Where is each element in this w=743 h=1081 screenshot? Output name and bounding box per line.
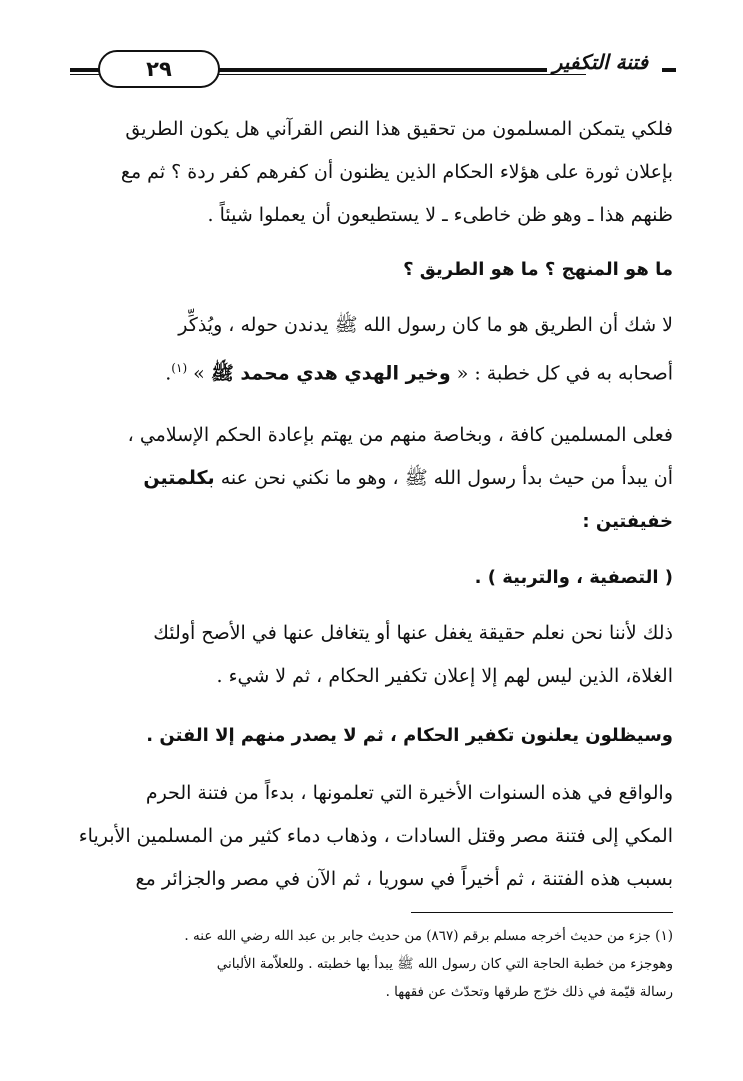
section-heading: ما هو المنهج ؟ ما هو الطريق ؟	[403, 259, 673, 280]
text-span: أن يبدأ من حيث بدأ رسول الله ﷺ ، وهو ما نكني نحن عنه	[220, 467, 673, 489]
text-line: والواقع في هذه السنوات الأخيرة التي تعلمونها ، بدءاً من فتنة الحرم	[145, 782, 673, 804]
text-line	[75, 457, 673, 500]
quote-close: »	[193, 362, 205, 385]
footnote-line: وهوجزء من خطبة الحاجة التي كان رسول الله ﷺ يبدأ بها خطبته . وللعلاّمة الألباني	[216, 956, 673, 972]
section-heading: ( التصفية ، والتربية ) .	[474, 567, 673, 588]
footnote-line: (١) جزء من حديث أخرجه مسلم برقم (٨٦٧) من حديث جابر بن عبد الله رضي الله عنه .	[184, 928, 673, 944]
footnote	[75, 922, 673, 1006]
footnote-divider	[411, 912, 673, 913]
header-dash	[662, 68, 676, 72]
text-line: بسبب هذه الفتنة ، ثم أخيراً في سوريا ، ثم الآن في مصر والجزائر مع	[135, 868, 673, 890]
text-line: بإعلان ثورة على هؤلاء الحكام الذين يظنون أن كفرهم كفر ردة ؟ ثم مع	[120, 161, 673, 183]
sentence-end: .	[165, 362, 172, 385]
text-line: ذلك لأننا نحن نعلم حقيقة يغفل عنها أو يتغافل عنها في الأصح أولئك	[153, 622, 673, 644]
page-header	[70, 46, 676, 90]
text-line: المكي إلى فتنة مصر وقتل السادات ، وذهاب دماء كثير من المسلمين الأبرياء	[78, 825, 673, 847]
text-line: خفيفتين :	[582, 511, 673, 532]
running-title: فتنة التكفير	[547, 50, 654, 74]
text-line: لا شك أن الطريق هو ما كان رسول الله ﷺ يدندن حوله ، ويُذكِّر	[178, 314, 673, 336]
heading-purification	[75, 556, 673, 599]
text-line: ظنهم هذا ـ وهو ظن خاطىء ـ لا يستطيعون أن يعملوا شيئاً .	[207, 204, 673, 226]
footnote-ref: (١)	[171, 361, 188, 375]
heading-takfir	[75, 714, 673, 757]
paragraph-3	[75, 414, 673, 543]
heading-method	[75, 248, 673, 291]
quoted-hadith: وخير الهدي هدي محمد ﷺ	[210, 362, 451, 385]
text-line	[75, 347, 673, 395]
bold-term: بكلمتين	[143, 467, 215, 489]
paragraph-2	[75, 304, 673, 395]
page-number: ٢٩	[98, 50, 220, 88]
section-heading: وسيظلون يعلنون تكفير الحكام ، ثم لا يصدر منهم إلا الفتن .	[146, 725, 673, 746]
text-line: فلكي يتمكن المسلمون من تحقيق هذا النص القرآني هل يكون الطريق	[125, 118, 673, 140]
paragraph-1	[75, 108, 673, 237]
paragraph-4	[75, 612, 673, 698]
paragraph-5	[75, 772, 673, 901]
footnote-line: رسالة قيّمة في ذلك خرّج طرقها وتحدّث عن فقهها .	[385, 984, 673, 1000]
text-line: فعلى المسلمين كافة ، وبخاصة منهم من يهتم بإعادة الحكم الإسلامي ،	[127, 424, 673, 446]
quote-intro: أصحابه به في كل خطبة : «	[456, 362, 673, 385]
text-line: الغلاة، الذين ليس لهم إلا إعلان تكفير الحكام ، ثم لا شيء .	[216, 665, 673, 687]
